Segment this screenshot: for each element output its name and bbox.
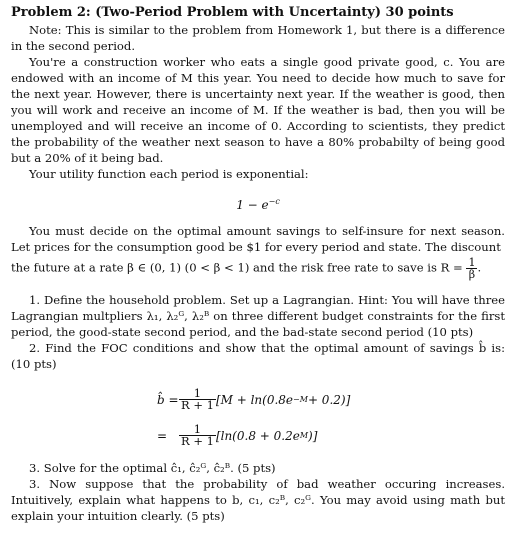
utility-intro: Your utility function each period is exponential: [29,167,309,181]
eq2-rhs-b: )] [308,428,318,443]
discount-fraction [466,257,477,280]
spacer [11,280,505,292]
utility-exponent: −c [268,197,280,206]
question-2: 2. Find the FOC conditions and show that the optimal amount of savings b̂ is: (10 pts) [11,341,505,371]
eq1-denominator: R + 1 [181,398,214,412]
savings-paragraph: You must decide on the optimal amount savings to self-insure for next season. Let prices for the consumption good be $1 for every period and state. The discount [11,224,505,254]
eq1-rhs-b: + 0.2)] [307,392,351,407]
discount-fraction-numerator: 1 [468,256,476,269]
note-paragraph: Note: This is similar to the problem from Homework 1, but there is a difference in the second period. [11,23,505,53]
eq1-numerator: 1 [179,388,216,400]
savings-equations [11,378,505,456]
eq2-fraction [179,424,216,447]
eq1-rhs-a: [M + ln(0.8e [215,392,294,407]
question-3: 3. Solve for the optimal ĉ₁, ĉ₂ᴳ, ĉ₂ᴮ. (5 pts) [29,461,276,475]
utility-base: 1 − e [236,198,269,212]
discount-text: the future at a rate β ∈ (0, 1) (0 < β < 1) and the risk free rate to save is R = [11,260,463,275]
problem-heading: Problem 2: (Two-Period Problem with Uncertainty) 30 points [11,5,454,20]
eq2-denominator: R + 1 [181,434,214,448]
savings-equation-2 [157,424,317,447]
eq1-lhs: b̂ = [157,392,179,407]
discount-line [11,257,505,280]
discount-period: . [477,260,482,275]
eq1-rhs-exponent: −M [293,395,308,404]
eq2-lhs: = [157,428,168,443]
question-1: 1. Define the household problem. Set up a Lagrangian. Hint: You will have three Lagrangian multpliers λ₁, λ₂ᴳ, λ₂ᴮ on three different budget constraints for the first period, the good-state second period, and the bad-state second period (10 pts) [11,293,505,339]
eq2-rhs-a: [ln(0.8 + 0.2e [215,428,300,443]
question-3b: 3. Now suppose that the probability of bad weather occuring increases. Intuitively, explain what happens to b, c₁, c₂ᴮ, c₂ᴳ. You may avoid using math but explain your intuition clearly. (5 pts) [11,477,505,523]
utility-equation [11,194,505,213]
eq1-fraction [179,388,216,411]
eq2-rhs-exponent: M [299,431,309,440]
discount-fraction-denominator: β [468,268,476,281]
savings-equation-1 [157,388,350,411]
intro-paragraph: You're a construction worker who eats a single good private good, c. You are endowed with an income of M this year. You need to decide how much to save for the next year. However, there is uncertainty next year. If the weather is good, then you will work and receive an income of M. If the weather is bad, then you will be unemployed and will receive an income of 0. According to scientists, they predict the probability of the weather next season to have a 80% probabilty of being good but a 20% of it being bad. [11,55,505,165]
eq2-numerator: 1 [179,424,216,436]
